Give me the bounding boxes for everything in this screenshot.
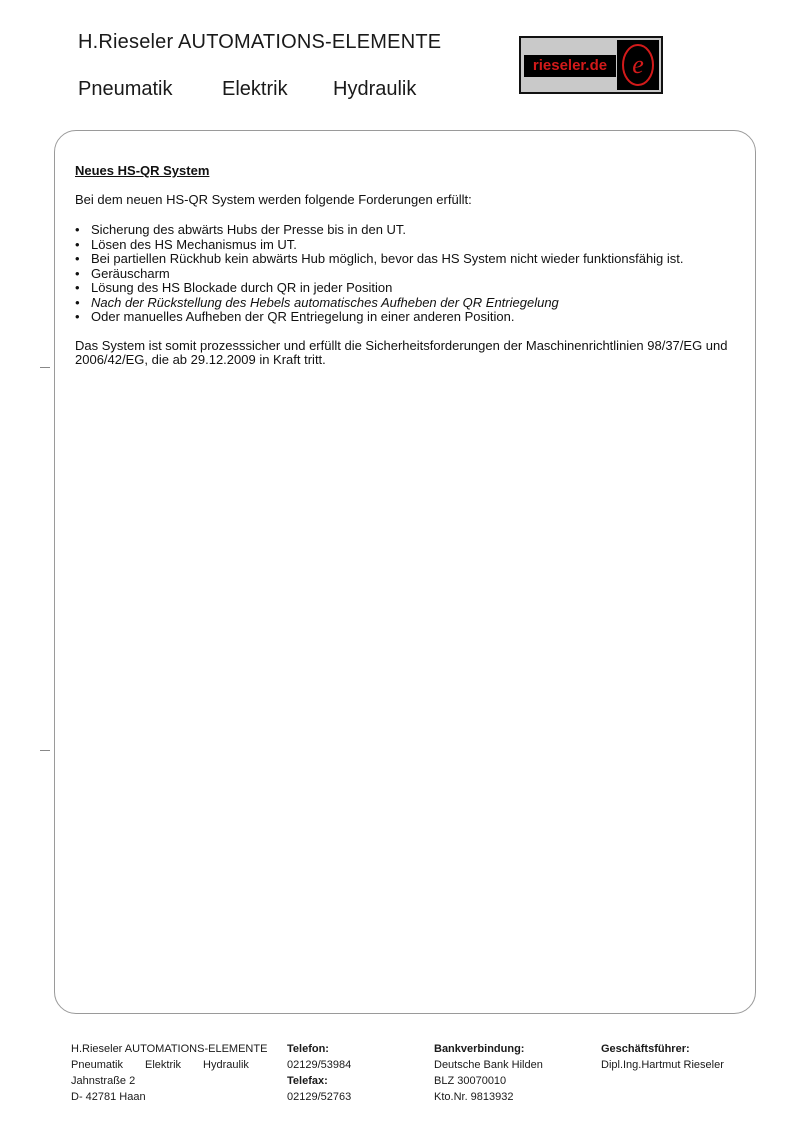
footer-phone-label: Telefon: (287, 1043, 329, 1055)
footer-management (601, 1041, 724, 1073)
footer-company-name: H.Rieseler AUTOMATIONS-ELEMENTE (71, 1043, 268, 1055)
footer-city: D- 42781 Haan (71, 1091, 146, 1103)
footer-management-name: Dipl.Ing.Hartmut Rieseler (601, 1059, 724, 1071)
requirement-item: • Oder manuelles Aufheben der QR Entriegelung in einer anderen Position. (75, 310, 747, 325)
requirement-item: • Lösung des HS Blockade durch QR in jeder Position (75, 281, 747, 296)
footer-street: Jahnstraße 2 (71, 1075, 136, 1087)
footer-divisions (71, 1057, 271, 1073)
company-title: H.Rieseler AUTOMATIONS-ELEMENTE (78, 31, 442, 53)
logo-e-icon (617, 40, 659, 90)
footer-management-label: Geschäftsführer: (601, 1043, 690, 1055)
division-elektrik: Elektrik (222, 78, 288, 100)
requirement-item: • Geräuscharm (75, 267, 747, 282)
requirement-item: • Lösen des HS Mechanismus im UT. (75, 238, 747, 253)
fold-mark-bottom (40, 750, 50, 751)
footer-division-pneumatik: Pneumatik (71, 1059, 123, 1071)
division-pneumatik: Pneumatik (78, 78, 173, 100)
footer-fax: 02129/52763 (287, 1091, 352, 1103)
footer-phone: 02129/53984 (287, 1059, 352, 1071)
logo-mark-letter: e (632, 50, 644, 79)
footer-bank-label: Bankverbindung: (434, 1043, 525, 1055)
footer-bank-account: Kto.Nr. 9813932 (434, 1091, 514, 1103)
footer-bank (434, 1041, 543, 1105)
footer-bank-name: Deutsche Bank Hilden (434, 1059, 543, 1071)
logo-text: rieseler.de (524, 55, 616, 77)
closing-paragraph: Das System ist somit prozesssicher und erfüllt die Sicherheitsforderungen der Maschinenrichtlinien 98/37/EG und 2006/42/EG, die ab 29.12.2009 in Kraft tritt. (75, 337, 728, 367)
document-heading: Neues HS-QR System (75, 163, 210, 178)
requirement-item: • Nach der Rückstellung des Hebels automatisches Aufheben der QR Entriegelung (75, 296, 747, 311)
letter-body (75, 164, 747, 368)
footer-fax-label: Telefax: (287, 1075, 328, 1087)
company-logo (519, 36, 663, 94)
footer-division-hydraulik: Hydraulik (203, 1059, 249, 1071)
division-hydraulik: Hydraulik (333, 78, 417, 100)
requirement-item: • Sicherung des abwärts Hubs der Presse bis in den UT. (75, 223, 747, 238)
footer-company (71, 1041, 271, 1105)
footer-contact (287, 1041, 351, 1105)
footer-bank-blz: BLZ 30070010 (434, 1075, 507, 1087)
intro-paragraph: Bei dem neuen HS-QR System werden folgende Forderungen erfüllt: (75, 191, 472, 207)
requirement-item: • Bei partiellen Rückhub kein abwärts Hub möglich, bevor das HS System nicht wieder funktionsfähig ist. (75, 252, 747, 267)
requirements-list (75, 223, 747, 325)
footer-division-elektrik: Elektrik (144, 1059, 182, 1071)
fold-mark-top (40, 367, 50, 368)
